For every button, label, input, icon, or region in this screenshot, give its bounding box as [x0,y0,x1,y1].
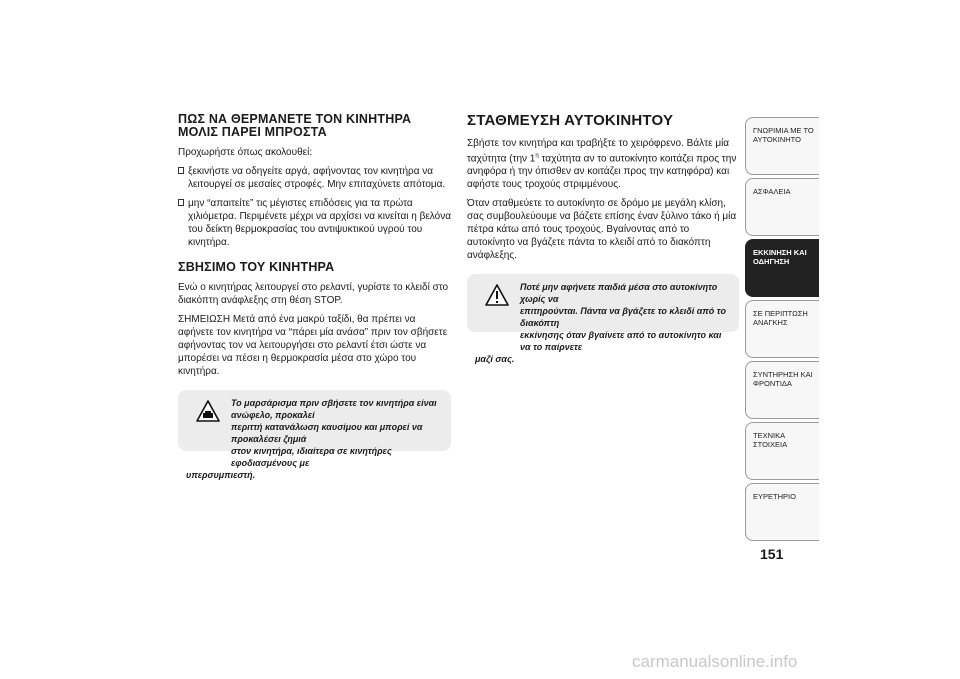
warning-text-line: περιττή κατανάλωση καυσίμου και μπορεί να προκαλέσει ζημιά [231,422,423,444]
warning-text-line: υπερσυμπιεστή. [186,470,256,480]
paragraph: Σβήστε τον κινητήρα και τραβήξτε το χειρόφρενο. Βάλτε μία ταχύτητα (την $1^\eta$ ταχύτητα αν το αυτοκίνητο κοιτάζει προς την ανηφόρα ή την όπισθεν αν κοιτάζει προς την κατηφόρα) και αφήστε τους τροχούς στριμμένους. [467,138,737,191]
tab-index[interactable]: ΕΥΡΕΤΗΡΙΟ [745,483,819,541]
section-heading-parking: ΣΤΑΘΜΕΥΣΗ ΑΥΤΟΚΙΝΗΤΟΥ [467,112,674,129]
engine-warning-icon [196,400,220,422]
warning-text-line: Το μαρσάρισμα πριν σβήσετε τον κινητήρα είναι ανώφελο, προκαλεί [231,398,437,420]
chapter-tabs [745,117,819,544]
right-column [467,112,739,365]
warning-box [178,390,451,480]
watermark-text: carmanualsonline.info [632,652,798,671]
list-item: ξεκινήστε να οδηγείτε αργά, αφήνοντας τον κινητήρα να λειτουργεί σε μεσαίες στροφές. Μην επιταχύνετε απότομα. [178,165,451,191]
left-column [178,112,451,480]
warning-text-line: στον κινητήρα, ιδιαίτερα σε κινητήρες εφοδιασμένους με [231,446,392,468]
intro-text: Προχωρήστε όπως ακολουθεί: [178,147,313,158]
warning-text-line: μαζί σας. [475,354,515,365]
page-number: 151 [760,546,784,562]
checkbox-bullet-icon [178,199,184,206]
tab-maintenance[interactable]: ΣΥΝΤΗΡΗΣΗ ΚΑΙ ΦΡΟΝΤΙΔΑ [745,361,819,419]
tab-safety[interactable]: ΑΣΦΑΛΕΙΑ [745,178,819,236]
warning-text-line: επιτηρούνται. Πάντα να βγάζετε το κλειδί από το διακόπτη [520,306,726,329]
tab-technical-data[interactable]: ΤΕΧΝΙΚΑ ΣΤΟΙΧΕΙΑ [745,422,819,480]
tab-know-your-car[interactable]: ΓΝΩΡΙΜΙΑ ΜΕ ΤΟ ΑΥΤΟΚΙΝΗΤΟ [745,117,819,175]
note-paragraph: ΣΗΜΕΙΩΣΗ Μετά από ένα μακρύ ταξίδι, θα πρέπει να αφήνετε τον κινητήρα να “πάρει μία ανάσα” πριν τον σβήσετε αφήνοντας τον να λειτουργήσει στο ρελαντί έτσι ώστε να μπορέσει να πέσει η θερμοκρασία μέσα στο χώρο του κινητήρα. [178,314,448,377]
warning-text-line: Ποτέ μην αφήνετε παιδιά μέσα στο αυτοκίνητο χωρίς να [520,282,718,305]
tab-emergency[interactable]: ΣΕ ΠΕΡΙΠΤΩΣΗ ΑΝΑΓΚΗΣ [745,300,819,358]
warning-triangle-icon [485,284,509,306]
section-heading-warm-up: ΠΩΣ ΝΑ ΘΕΡΜΑΝΕΤΕ ΤΟΝ ΚΙΝΗΤΗΡΑ ΜΟΛΙΣ ΠΑΡΕΙ ΜΠΡΟΣΤΑ [178,112,412,139]
paragraph: Ενώ ο κινητήρας λειτουργεί στο ρελαντί, γυρίστε το κλειδί στο διακόπτη ανάφλεξης στη θέση STOP. [178,282,449,306]
checkbox-bullet-icon [178,167,184,174]
list-item: μην “απαιτείτε” τις μέγιστες επιδόσεις για τα πρώτα χιλιόμετρα. Περιμένετε μέχρι να αρχίσει να κινείται η βελόνα του δείκτη θερμοκρασίας του αντιψυκτικού υγρού του κινητήρα. [178,197,451,249]
warning-text-line: εκκίνησης όταν βγαίνετε από το αυτοκίνητο και να το παίρνετε [520,330,722,353]
tab-starting-and-driving[interactable]: ΕΚΚΙΝΗΣΗ ΚΑΙ ΟΔΗΓΗΣΗ [745,239,819,297]
warning-box [467,274,739,365]
section-heading-engine-stop: ΣΒΗΣΙΜΟ ΤΟΥ ΚΙΝΗΤΗΡΑ [178,260,335,274]
paragraph: Όταν σταθμεύετε το αυτοκίνητο σε δρόμο με μεγάλη κλίση, σας συμβουλεύουμε να βάζετε επίσης έναν ξύλινο τάκο ή μία πέτρα κάτω από τους τροχούς. Βγαίνοντας από το αυτοκίνητο να βγάζετε πάντα το κλειδί από το διακόπτη ανάφλεξης. [467,198,737,262]
